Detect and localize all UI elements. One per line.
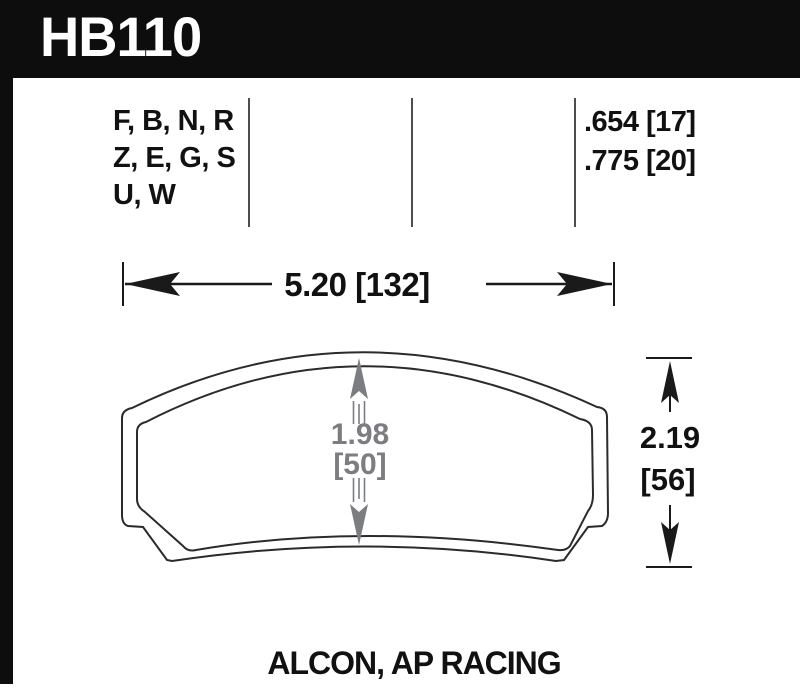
thickness-line-2: .775 [20]: [584, 145, 696, 177]
thickness-line-1: .654 [17]: [584, 106, 696, 138]
center-height-in-label: 1.98: [330, 418, 390, 451]
height-in-label: 2.19: [639, 420, 701, 455]
compound-line-1: F, B, N, R: [113, 105, 234, 137]
header-bar: [0, 0, 800, 78]
part-number-label: HB110: [40, 4, 202, 68]
height-mm-label: [56]: [640, 462, 696, 497]
column-divider-3: [574, 98, 576, 227]
left-border-strip: [0, 78, 13, 684]
column-divider-2: [411, 98, 413, 227]
compound-line-3: U, W: [113, 179, 176, 211]
compound-line-2: Z, E, G, S: [113, 142, 236, 174]
center-height-mm-label: [50]: [333, 448, 387, 481]
applications-label: ALCON, AP RACING: [267, 645, 561, 681]
column-divider-1: [248, 98, 250, 227]
pad-thickness-values: [584, 103, 696, 181]
compound-codes: [113, 103, 235, 214]
width-dimension-label: 5.20 [132]: [284, 266, 430, 303]
